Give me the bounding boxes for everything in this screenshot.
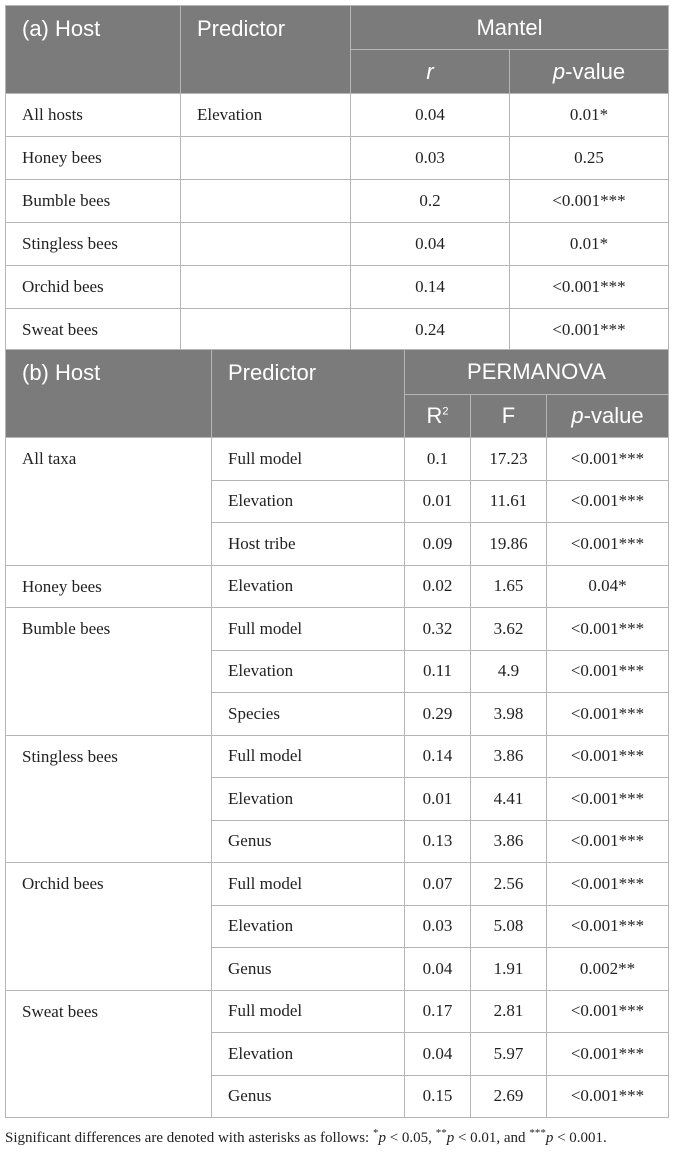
permanova-group-header: PERMANOVA [405, 350, 669, 395]
r2-cell: 0.01 [405, 778, 471, 821]
permanova-r2-header: $R^2$ [405, 395, 471, 438]
p-value-cell: <0.001*** [510, 266, 669, 309]
predictor-cell [181, 137, 351, 180]
p-value-cell: <0.001*** [547, 905, 669, 948]
permanova-row [6, 990, 669, 1033]
p-value-cell: <0.001*** [547, 523, 669, 566]
p-value-cell: <0.001*** [547, 863, 669, 906]
predictor-cell [181, 309, 351, 352]
f-cell: 4.9 [471, 650, 547, 693]
r2-cell: 0.02 [405, 565, 471, 608]
p-value-cell: 0.01* [510, 94, 669, 137]
f-cell: 1.91 [471, 948, 547, 991]
mantel-p-header: p-value [510, 50, 669, 94]
r-cell: 0.03 [351, 137, 510, 180]
r2-cell: 0.15 [405, 1075, 471, 1118]
permanova-row [6, 863, 669, 906]
f-cell: 5.97 [471, 1033, 547, 1076]
f-cell: 17.23 [471, 438, 547, 481]
r-cell: 0.24 [351, 309, 510, 352]
p-value-cell: <0.001*** [547, 438, 669, 481]
host-cell: All hosts [6, 94, 181, 137]
r-cell: 0.14 [351, 266, 510, 309]
mantel-group-header: Mantel [351, 6, 669, 50]
p-value-cell: <0.001*** [547, 650, 669, 693]
host-cell: Sweat bees [6, 990, 212, 1118]
mantel-row [6, 137, 669, 180]
f-cell: 2.81 [471, 990, 547, 1033]
predictor-cell [181, 266, 351, 309]
permanova-p-header: p-value [547, 395, 669, 438]
r2-cell: 0.14 [405, 735, 471, 778]
r2-cell: 0.09 [405, 523, 471, 566]
predictor-cell [181, 223, 351, 266]
predictor-cell: Elevation [212, 480, 405, 523]
f-cell: 3.86 [471, 735, 547, 778]
predictor-cell: Genus [212, 820, 405, 863]
p-value-cell: <0.001*** [547, 735, 669, 778]
predictor-cell: Full model [212, 735, 405, 778]
r2-cell: 0.1 [405, 438, 471, 481]
r-cell: 0.2 [351, 180, 510, 223]
p-value-cell: <0.001*** [547, 1075, 669, 1118]
predictor-cell: Full model [212, 608, 405, 651]
host-cell: Bumble bees [6, 180, 181, 223]
permanova-row [6, 608, 669, 651]
predictor-cell: Elevation [212, 650, 405, 693]
r2-cell: 0.01 [405, 480, 471, 523]
host-cell: Honey bees [6, 137, 181, 180]
mantel-host-header: (a) Host [6, 6, 181, 94]
p-value-cell: 0.25 [510, 137, 669, 180]
host-cell: Stingless bees [6, 735, 212, 863]
mantel-predictor-header: Predictor [181, 6, 351, 94]
r2-cell: 0.04 [405, 1033, 471, 1076]
p-value-cell: 0.04* [547, 565, 669, 608]
predictor-cell: Full model [212, 990, 405, 1033]
p-value-cell: <0.001*** [510, 309, 669, 352]
mantel-r-header: r [351, 50, 510, 94]
p-value-cell: <0.001*** [510, 180, 669, 223]
f-cell: 3.86 [471, 820, 547, 863]
f-cell: 11.61 [471, 480, 547, 523]
table-footnote: Significant differences are denoted with asterisks as follows: *p < 0.05, **p < 0.01, and ***p < 0.001. [5, 1127, 607, 1146]
host-cell: Stingless bees [6, 223, 181, 266]
r-cell: 0.04 [351, 94, 510, 137]
f-cell: 2.56 [471, 863, 547, 906]
host-cell: Bumble bees [6, 608, 212, 736]
host-cell: Orchid bees [6, 863, 212, 991]
f-cell: 5.08 [471, 905, 547, 948]
mantel-row [6, 266, 669, 309]
f-cell: 2.69 [471, 1075, 547, 1118]
permanova-predictor-header: Predictor [212, 350, 405, 438]
permanova-row [6, 438, 669, 481]
host-cell: All taxa [6, 438, 212, 566]
r2-cell: 0.13 [405, 820, 471, 863]
mantel-row [6, 94, 669, 137]
mantel-row [6, 223, 669, 266]
p-value-cell: <0.001*** [547, 480, 669, 523]
predictor-cell: Elevation [212, 905, 405, 948]
r2-cell: 0.11 [405, 650, 471, 693]
predictor-cell: Species [212, 693, 405, 736]
host-cell: Honey bees [6, 565, 212, 608]
r-cell: 0.04 [351, 223, 510, 266]
predictor-cell: Elevation [181, 94, 351, 137]
p-value-cell: <0.001*** [547, 608, 669, 651]
f-cell: 3.62 [471, 608, 547, 651]
permanova-row [6, 565, 669, 608]
f-cell: 3.98 [471, 693, 547, 736]
p-value-cell: <0.001*** [547, 1033, 669, 1076]
r2-cell: 0.07 [405, 863, 471, 906]
r2-cell: 0.32 [405, 608, 471, 651]
mantel-table [5, 5, 669, 352]
r2-cell: 0.03 [405, 905, 471, 948]
predictor-cell: Full model [212, 438, 405, 481]
p-value-cell: <0.001*** [547, 990, 669, 1033]
r2-cell: 0.04 [405, 948, 471, 991]
permanova-f-header: F [471, 395, 547, 438]
mantel-row [6, 180, 669, 223]
permanova-host-header: (b) Host [6, 350, 212, 438]
p-value-cell: 0.01* [510, 223, 669, 266]
r2-cell: 0.17 [405, 990, 471, 1033]
mantel-row [6, 309, 669, 352]
host-cell: Orchid bees [6, 266, 181, 309]
permanova-table [5, 349, 669, 1118]
predictor-cell: Host tribe [212, 523, 405, 566]
predictor-cell [181, 180, 351, 223]
p-value-cell: <0.001*** [547, 778, 669, 821]
r2-cell: 0.29 [405, 693, 471, 736]
predictor-cell: Elevation [212, 565, 405, 608]
p-value-cell: <0.001*** [547, 820, 669, 863]
f-cell: 4.41 [471, 778, 547, 821]
p-value-cell: 0.002** [547, 948, 669, 991]
predictor-cell: Genus [212, 1075, 405, 1118]
p-value-cell: <0.001*** [547, 693, 669, 736]
predictor-cell: Full model [212, 863, 405, 906]
f-cell: 1.65 [471, 565, 547, 608]
host-cell: Sweat bees [6, 309, 181, 352]
permanova-row [6, 735, 669, 778]
f-cell: 19.86 [471, 523, 547, 566]
predictor-cell: Genus [212, 948, 405, 991]
predictor-cell: Elevation [212, 1033, 405, 1076]
predictor-cell: Elevation [212, 778, 405, 821]
